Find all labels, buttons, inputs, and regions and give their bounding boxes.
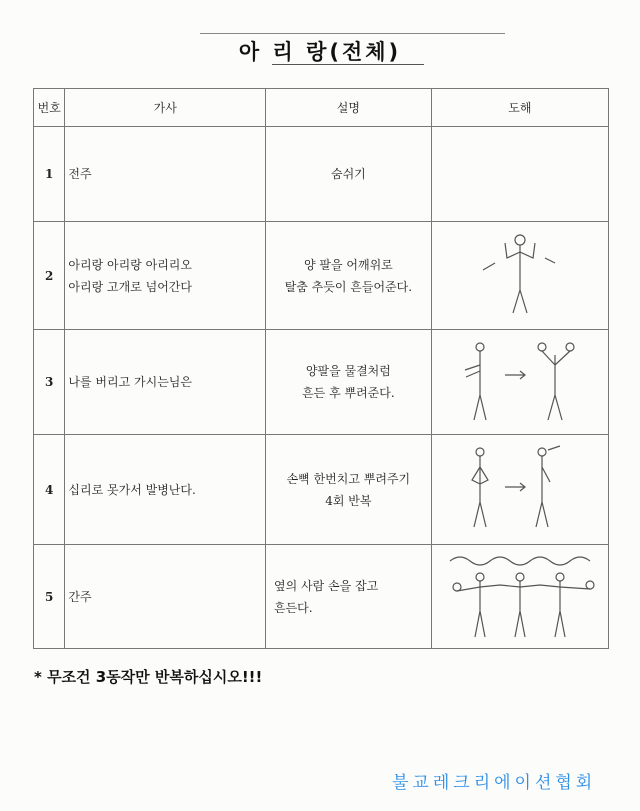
row-number: 4 [34,435,65,545]
row-number: 3 [34,330,65,435]
table-row [34,330,609,435]
lyrics-line: 아리랑 아리랑 아리리오 [68,257,192,272]
lyrics-line: 나를 버리고 가시는님은 [68,375,192,389]
description-line: 흔든다. [274,600,313,615]
row-lyrics [65,127,266,222]
description-line: 흔든 후 뿌려준다. [302,386,395,400]
row-illustration [431,545,608,649]
row-number: 1 [34,127,65,222]
header-lyrics: 가사 [65,89,266,127]
dance-table [33,88,609,649]
header-description: 설명 [266,89,432,127]
description-line: 양팔을 물결처럼 [305,364,391,378]
page-title: 아 리 랑(전체) [238,40,402,64]
lyrics-line: 간주 [68,589,92,604]
description-line: 양 팔을 어깨위로 [303,257,393,272]
row-number: 2 [34,222,65,330]
row-illustration [431,222,608,330]
row-description [266,222,432,330]
table-header [34,89,609,127]
row-description [266,330,432,435]
row-lyrics [65,545,266,649]
stick-figure-drawing [450,442,590,537]
row-illustration [431,330,608,435]
lyrics-line: 전주 [68,167,92,181]
row-lyrics [65,330,266,435]
description-line: 손뼉 한번치고 뿌려주기 [286,471,411,486]
lyrics-line: 십리로 못가서 발병난다. [68,482,196,497]
row-description [266,435,432,545]
row-description [266,127,432,222]
description-line: 옆의 사람 손을 잡고 [274,578,379,593]
row-lyrics [65,222,266,330]
table-row [34,545,609,649]
stick-figure-drawing [450,335,590,430]
row-description [266,545,432,649]
title-underline [272,64,424,65]
table-row [34,127,609,222]
lyrics-line: 아리랑 고개로 넘어간다 [68,279,192,294]
divider [200,33,505,34]
row-illustration [431,127,608,222]
row-lyrics [65,435,266,545]
description-line: 4회 반복 [325,493,372,508]
instruction-note: * 무조건 3동작만 반복하십시오!!! [34,668,263,686]
organization-name: 불교레크리에이션협회 [392,773,597,793]
table-row [34,222,609,330]
stick-figure-drawing [475,228,565,323]
table-row [34,435,609,545]
description-line: 탈춤 추듯이 흔들어준다. [284,279,413,294]
row-number: 5 [34,545,65,649]
header-number: 번호 [34,89,65,127]
stick-figure-drawing [445,549,595,644]
row-illustration [431,435,608,545]
header-illustration: 도해 [431,89,608,127]
description-line: 숨쉬기 [330,167,366,181]
